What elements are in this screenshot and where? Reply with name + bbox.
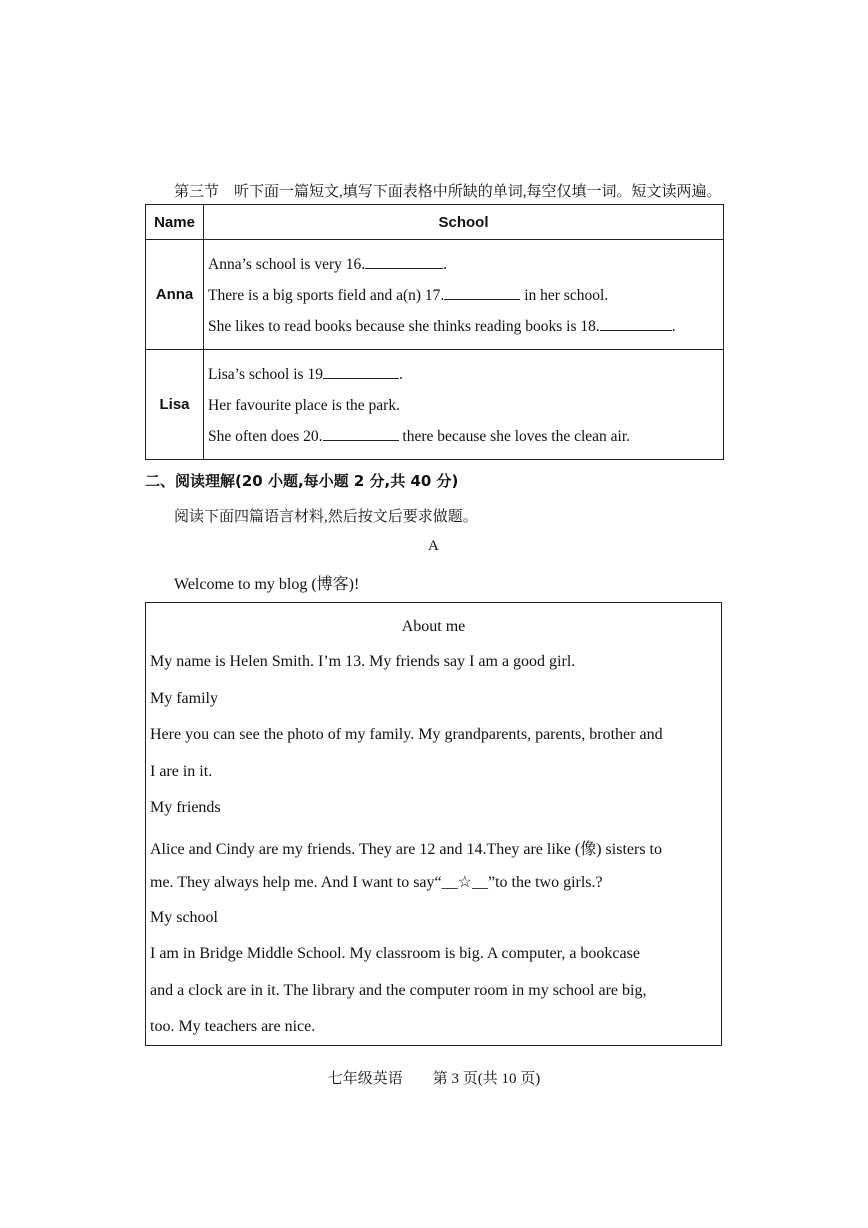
row-content [204,350,724,460]
line-text: Lisa’s school is 19 [208,366,323,383]
page-footer: 七年级英语 第 3 页(共 10 页) [327,1071,541,1087]
table-row [146,240,724,350]
blog-line: Here you can see the photo of my family. My grandparents, parents, brother and [150,726,663,743]
row-line [208,280,723,311]
line-text: Anna’s school is very 16. [208,256,366,273]
section3-instruction: 第三节 听下面一篇短文,填写下面表格中所缺的单词,每空仅填一词。短文读两遍。 [174,184,722,200]
answer-blank-18[interactable] [600,316,672,331]
blog-box [145,602,722,1046]
line-text: . [398,366,403,383]
blog-line: too. My teachers are nice. [150,1018,316,1035]
row-line [208,359,723,390]
blog-heading-friends: My friends [150,799,221,816]
answer-blank-17[interactable] [444,285,520,300]
blog-line: My name is Helen Smith. I’m 13. My friends say I am a good girl. [150,653,576,670]
header-name: Name [146,205,204,240]
section2-title: 二、阅读理解(20 小题,每小题 2 分,共 40 分) [145,472,459,490]
row-line [208,249,723,280]
answer-table [145,204,724,460]
blog-line-with-star-blank: me. They always help me. And I want to say“__☆__”to the two girls.? [150,874,603,891]
line-text: . [443,256,448,273]
passage-label: A [428,538,439,554]
blog-line: Alice and Cindy are my friends. They are 12 and 14.They are like (像) sisters to [150,841,662,858]
blog-welcome: Welcome to my blog (博客)! [174,576,360,593]
line-text: She likes to read books because she thinks reading books is 18. [208,318,600,335]
line-text: . [671,318,676,335]
blog-line: I am in Bridge Middle School. My classroom is big. A computer, a bookcase [150,945,640,962]
line-text: in her school. [520,287,609,304]
answer-blank-16[interactable] [365,254,443,269]
row-line [208,421,723,452]
line-text: there because she loves the clean air. [398,428,631,445]
blog-line: I are in it. [150,763,213,780]
blog-heading-family: My family [150,690,218,707]
row-line [208,311,723,342]
line-text: Her favourite place is the park. [208,397,400,414]
table-header-row [146,205,724,240]
row-content [204,240,724,350]
blog-about-title: About me [401,618,466,635]
section2-instruction: 阅读下面四篇语言材料,然后按文后要求做题。 [174,509,478,525]
answer-blank-20[interactable] [323,426,399,441]
header-school: School [204,205,724,240]
blog-heading-school: My school [150,909,218,926]
row-name: Lisa [146,350,204,460]
line-text: There is a big sports field and a(n) 17. [208,287,445,304]
table-row [146,350,724,460]
line-text: She often does 20. [208,428,323,445]
row-line [208,390,723,421]
row-name: Anna [146,240,204,350]
answer-blank-19[interactable] [323,364,399,379]
blog-line: and a clock are in it. The library and the computer room in my school are big, [150,982,647,999]
